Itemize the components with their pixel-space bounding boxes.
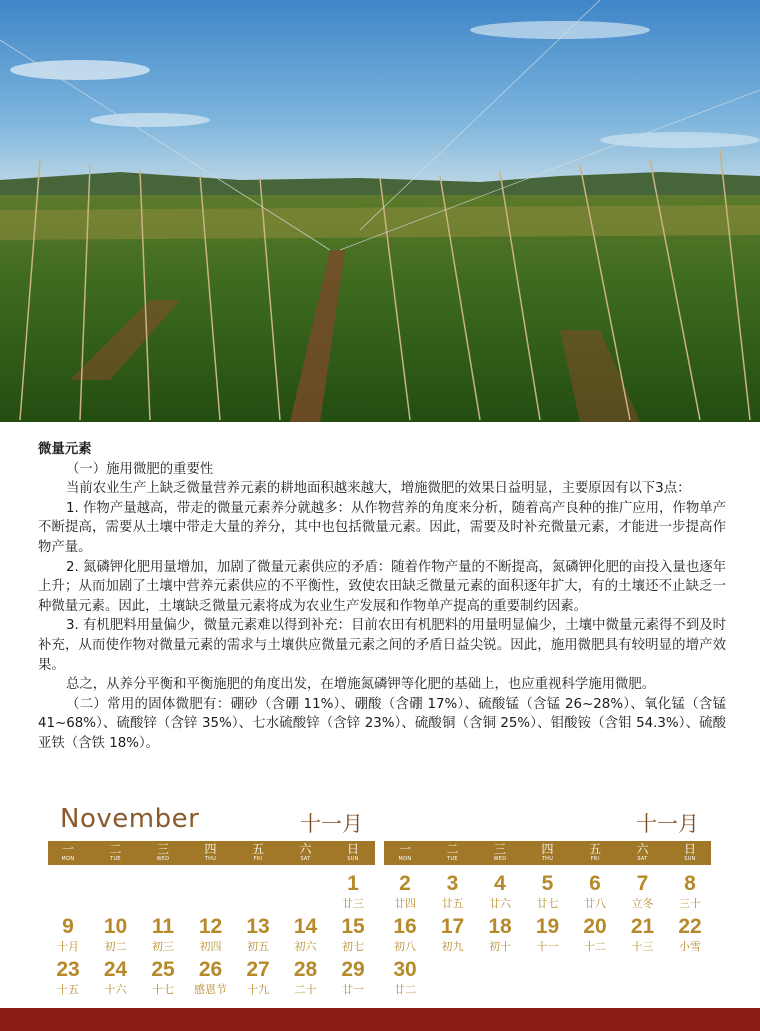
lunar-date: 廿八 xyxy=(584,897,606,910)
lunar-date: 廿五 xyxy=(441,897,464,910)
month-title-chinese: 十一月 xyxy=(636,812,699,836)
day-number: 13 xyxy=(246,915,270,938)
article-paragraph: 当前农业生产上缺乏微量营养元素的耕地面积越来越大，增施微肥的效果日益明显，主要原因有以下3点： xyxy=(66,481,691,497)
weekday-cn: 日 xyxy=(346,842,359,856)
day-number: 26 xyxy=(198,958,223,981)
weekday-label xyxy=(476,843,524,863)
day-number: 30 xyxy=(393,958,417,981)
weekday-label xyxy=(429,843,477,863)
weekday-cn: 三 xyxy=(493,842,506,856)
lunar-date: 十五 xyxy=(57,983,79,996)
day-number: 18 xyxy=(488,915,512,938)
calendar-day xyxy=(92,957,140,996)
weekday-label xyxy=(329,843,377,863)
day-number: 14 xyxy=(293,915,318,938)
weekday-label xyxy=(282,843,330,863)
weekday-en: TUE xyxy=(447,856,458,862)
day-number: 19 xyxy=(535,915,560,938)
weekday-cn: 一 xyxy=(398,842,411,856)
calendar-day xyxy=(476,914,524,953)
day-number: 29 xyxy=(341,958,365,981)
weekday-en: MON xyxy=(61,856,75,862)
calendar-day xyxy=(44,914,92,953)
day-number: 22 xyxy=(678,915,702,938)
footer-bar xyxy=(0,1008,760,1031)
day-number: 24 xyxy=(103,958,128,981)
calendar-day xyxy=(524,871,572,910)
weekday-cn: 日 xyxy=(683,842,696,856)
weekday-en: THU xyxy=(541,856,554,862)
weekday-cn: 二 xyxy=(446,842,459,856)
weekday-cn: 四 xyxy=(204,842,217,856)
lunar-date: 三十 xyxy=(679,897,701,910)
lunar-date: 十二 xyxy=(584,940,606,953)
article-paragraph: 2. 氮磷钾化肥用量增加，加剧了微量元素供应的矛盾：随着作物产量的不断提高，氮磷钾化肥的亩投入量也逐年上升；从而加剧了土壤中营养元素供应的不平衡性，致使农田缺乏微量元素的面积逐年扩大，有的土壤还不止缺乏一种微量元素。因此，土壤缺乏微量元素将成为农业生产发展和作物单产提高的重要制约因素。 xyxy=(38,559,726,614)
month-title-english: November xyxy=(60,804,200,834)
green-bean-field-photo xyxy=(0,0,760,422)
day-number: 21 xyxy=(630,915,655,938)
weekday-label xyxy=(234,843,282,863)
weekday-label xyxy=(44,843,92,863)
calendar-day xyxy=(92,914,140,953)
day-number: 15 xyxy=(341,915,365,938)
lunar-date: 廿二 xyxy=(394,983,416,996)
lunar-date: 廿一 xyxy=(342,983,364,996)
weekday-cn: 六 xyxy=(299,842,312,856)
lunar-date: 立冬 xyxy=(631,897,654,910)
lunar-date: 初九 xyxy=(441,940,464,953)
lunar-date: 初十 xyxy=(489,940,511,953)
day-number: 28 xyxy=(293,958,318,981)
article-paragraph: 1. 作物产量越高，带走的微量元素养分就越多：从作物营养的角度来分析，随着高产良种的推广应用，作物单产不断提高，需要从土壤中带走大量的养分，其中也包括微量元素。因此，需要及时补充微量元素，才能进一步提高作物产量。 xyxy=(38,500,726,555)
lunar-date: 初八 xyxy=(394,940,416,953)
calendar-day xyxy=(429,914,477,953)
day-number: 23 xyxy=(56,958,80,981)
calendar-day xyxy=(524,914,572,953)
day-number: 9 xyxy=(62,915,74,938)
article-subheading: （一）施用微肥的重要性 xyxy=(66,461,214,477)
weekday-cn: 五 xyxy=(251,842,264,856)
day-number: 27 xyxy=(246,958,270,981)
lunar-date: 廿六 xyxy=(489,897,511,910)
weekday-cn: 五 xyxy=(588,842,601,856)
weekday-en: SAT xyxy=(300,856,311,862)
calendar-day xyxy=(666,871,714,910)
calendar-day xyxy=(571,871,619,910)
day-number: 6 xyxy=(589,872,601,895)
weekday-cn: 一 xyxy=(61,842,74,856)
lunar-date: 感恩节 xyxy=(194,983,227,996)
weekday-cn: 二 xyxy=(109,842,122,856)
calendar-day xyxy=(282,957,330,996)
weekday-en: SAT xyxy=(637,856,648,862)
day-number: 20 xyxy=(583,915,607,938)
calendar-day xyxy=(666,914,714,953)
lunar-date: 廿四 xyxy=(394,897,416,910)
month-title-chinese: 十一月 xyxy=(300,812,363,836)
calendar-day xyxy=(187,914,235,953)
day-number: 10 xyxy=(103,915,128,938)
article-paragraph: （二）常用的固体微肥有：硼砂（含硼 11%）、硼酸（含硼 17%）、硫酸锰（含锰 26~28%）、氧化锰（含锰 41~68%）、硫酸锌（含锌 35%）、七水硫酸锌（含锌 23%）、硫酸铜（含铜 25%）、钼酸铵（含钼 54.3%）、硫酸亚铁（含铁 18%）。 xyxy=(38,696,726,751)
day-number: 8 xyxy=(684,872,696,895)
lunar-date: 初三 xyxy=(152,940,174,953)
weekday-en: MON xyxy=(398,856,412,862)
article-paragraph: 3. 有机肥料用量偏少，微量元素难以得到补充：目前农田有机肥料的用量明显偏少，土壤中微量元素得不到及时补充，从而使作物对微量元素的需求与土壤供应微量元素之间的矛盾日益尖锐。因此，施用微肥具有较明显的增产效果。 xyxy=(38,618,726,673)
day-number: 4 xyxy=(494,872,506,895)
day-number: 3 xyxy=(446,872,459,895)
field-photo xyxy=(0,0,760,422)
lunar-date: 十月 xyxy=(57,940,79,953)
weekday-en: FRI xyxy=(590,856,600,862)
lunar-date: 小雪 xyxy=(679,940,701,953)
calendar-day xyxy=(282,914,330,953)
calendar-day xyxy=(381,914,429,953)
calendar-day xyxy=(571,914,619,953)
weekday-label xyxy=(381,843,429,863)
day-number: 12 xyxy=(198,915,223,938)
weekday-label xyxy=(524,843,572,863)
day-number: 2 xyxy=(399,872,411,895)
weekday-en: SUN xyxy=(684,856,696,862)
lunar-date: 二十 xyxy=(294,983,317,996)
day-number: 11 xyxy=(151,915,175,938)
day-number: 5 xyxy=(541,872,554,895)
article-title: 微量元素 xyxy=(38,442,92,457)
calendar-day xyxy=(329,871,377,910)
article-paragraph: 总之，从养分平衡和平衡施肥的角度出发，在增施氮磷钾等化肥的基础上，也应重视科学施用微肥。 xyxy=(66,677,656,693)
day-number: 25 xyxy=(151,958,175,981)
lunar-date: 初七 xyxy=(342,940,364,953)
weekday-label xyxy=(187,843,235,863)
weekday-label xyxy=(139,843,187,863)
lunar-date: 十一 xyxy=(536,940,559,953)
article xyxy=(38,440,726,754)
weekday-label xyxy=(571,843,619,863)
calendar-day xyxy=(429,871,477,910)
lunar-date: 十三 xyxy=(631,940,654,953)
weekday-en: FRI xyxy=(253,856,263,862)
lunar-date: 初五 xyxy=(247,940,269,953)
lunar-date: 初二 xyxy=(104,940,127,953)
weekday-label xyxy=(619,843,667,863)
lunar-date: 廿七 xyxy=(536,897,559,910)
weekday-en: SUN xyxy=(347,856,359,862)
calendar-day xyxy=(381,871,429,910)
calendar-day xyxy=(139,957,187,996)
day-number: 1 xyxy=(347,872,359,895)
calendar-day xyxy=(187,957,235,996)
calendar-day xyxy=(44,957,92,996)
calendar-day xyxy=(139,914,187,953)
calendar-day xyxy=(329,914,377,953)
weekday-cn: 六 xyxy=(636,842,649,856)
calendar-day xyxy=(329,957,377,996)
lunar-date: 廿三 xyxy=(342,897,364,910)
weekday-en: TUE xyxy=(110,856,121,862)
calendar-day xyxy=(619,871,667,910)
day-number: 16 xyxy=(393,915,417,938)
weekday-cn: 四 xyxy=(541,842,554,856)
day-number: 17 xyxy=(440,915,465,938)
weekday-cn: 三 xyxy=(156,842,169,856)
lunar-date: 十六 xyxy=(104,983,127,996)
lunar-date: 十七 xyxy=(152,983,174,996)
weekday-en: THU xyxy=(204,856,217,862)
weekday-en: WED xyxy=(156,856,170,862)
calendar-day xyxy=(234,957,282,996)
calendar-day xyxy=(381,957,429,996)
weekday-label xyxy=(92,843,140,863)
calendar-day xyxy=(234,914,282,953)
lunar-date: 初六 xyxy=(294,940,317,953)
day-number: 7 xyxy=(636,872,649,895)
calendar-day xyxy=(476,871,524,910)
weekday-label xyxy=(666,843,714,863)
calendar-day xyxy=(619,914,667,953)
lunar-date: 初四 xyxy=(199,940,222,953)
lunar-date: 十九 xyxy=(247,983,269,996)
weekday-en: WED xyxy=(493,856,507,862)
